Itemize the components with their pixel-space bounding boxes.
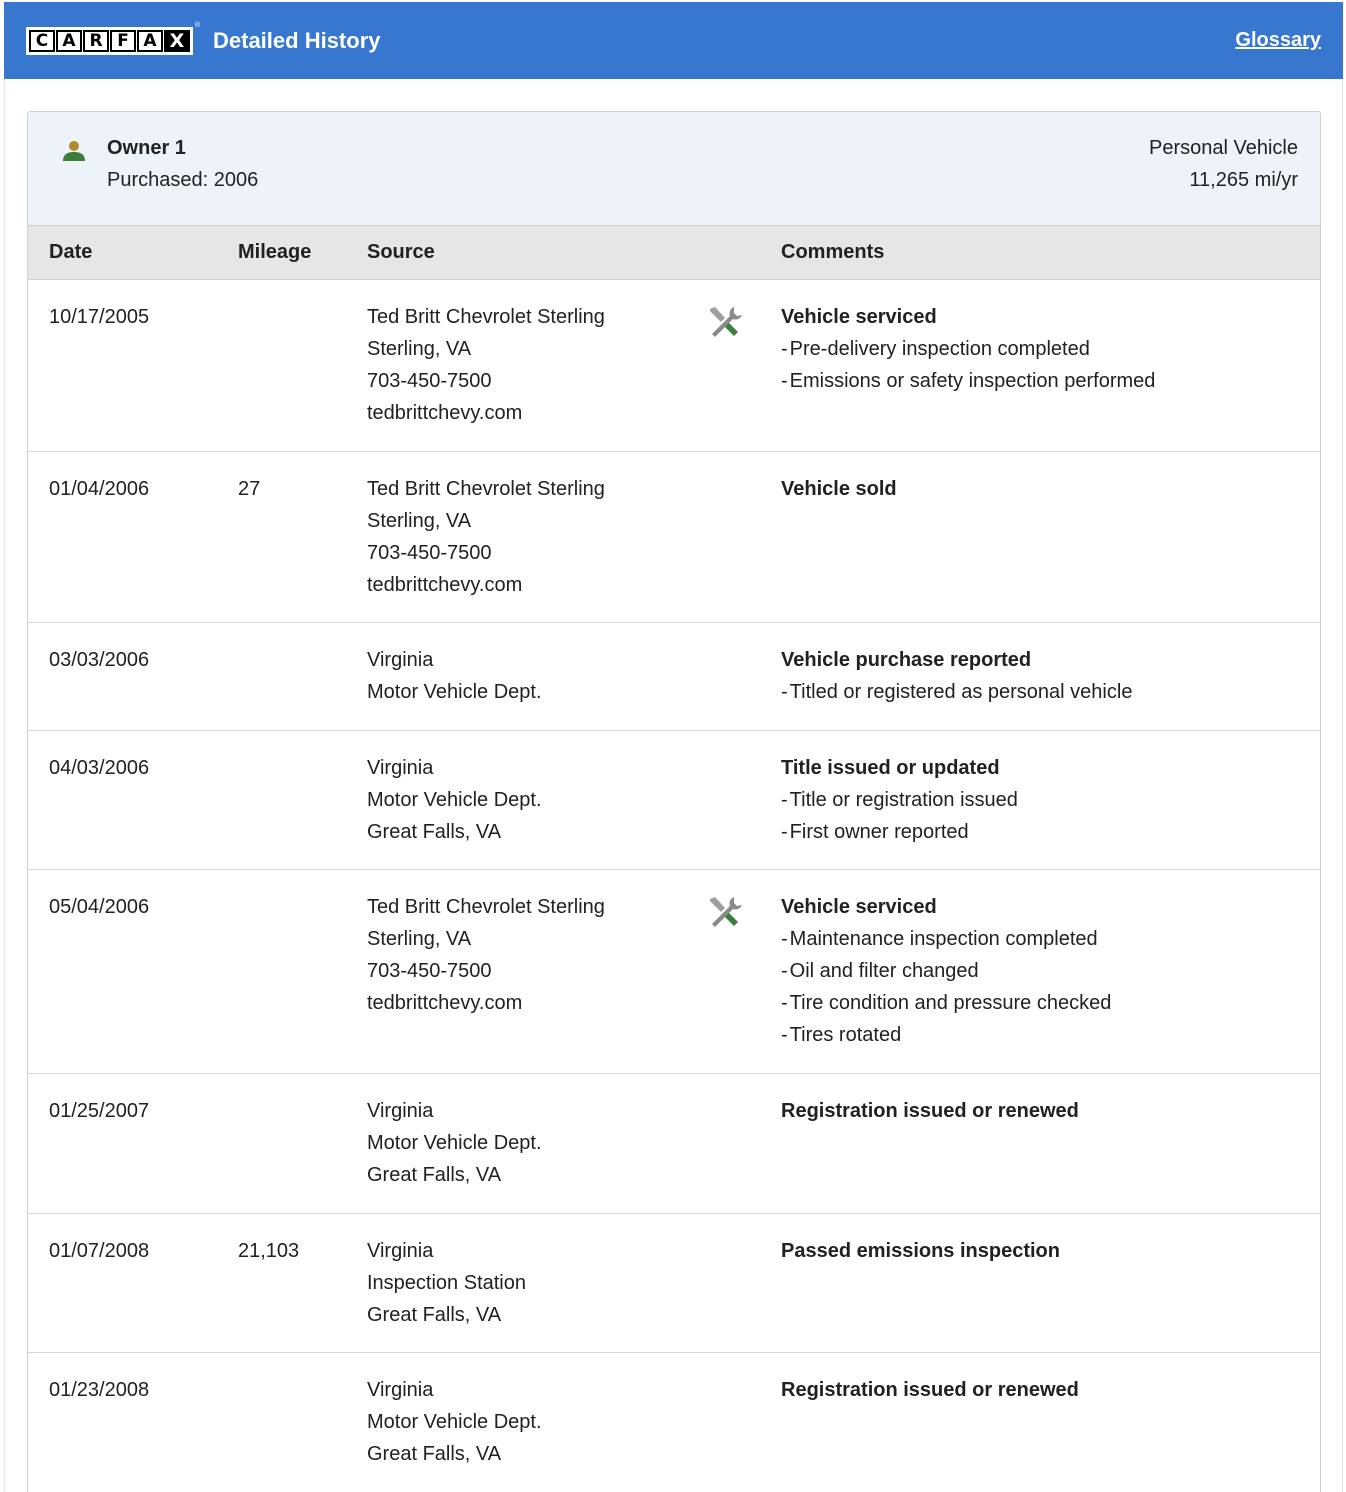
comment-title: Vehicle serviced [781,896,937,918]
source-line: Great Falls, VA [367,1164,502,1186]
record-date: 04/03/2006 [49,757,150,779]
comment-detail: - Tire condition and pressure checked [781,987,1111,1019]
record-source [367,301,605,429]
comment-title: Vehicle serviced [781,306,937,328]
table-row [28,280,1320,452]
source-line: Virginia [367,1240,434,1262]
source-line: Sterling, VA [367,928,472,950]
registered-mark: ® [194,21,200,29]
logo-letter: F [110,30,136,52]
source-line: Sterling, VA [367,510,472,532]
comment-title: Title issued or updated [781,757,1000,779]
comment-detail: - Title or registration issued [781,784,1018,816]
record-comments [781,301,1155,397]
carfax-logo [26,21,200,55]
comment-title: Registration issued or renewed [781,1100,1079,1122]
source-line: Great Falls, VA [367,1443,502,1465]
record-comments [781,473,897,505]
source-line: Motor Vehicle Dept. [367,789,542,811]
comment-detail: - Tires rotated [781,1019,1111,1051]
record-source [367,473,605,601]
comment-title: Vehicle sold [781,478,897,500]
comment-detail: - Oil and filter changed [781,955,1111,987]
comment-title: Passed emissions inspection [781,1240,1060,1262]
record-comments [781,891,1111,1051]
table-row [28,452,1320,623]
comment-detail: - First owner reported [781,816,1018,848]
record-date: 03/03/2006 [49,649,150,671]
comment-detail: - Maintenance inspection completed [781,923,1111,955]
record-source [367,644,542,708]
source-line: Ted Britt Chevrolet Sterling [367,478,605,500]
record-date: 01/23/2008 [49,1379,150,1401]
record-date: 01/04/2006 [49,478,150,500]
table-header [28,226,1320,280]
source-line: Inspection Station [367,1272,526,1294]
record-date: 01/25/2007 [49,1100,150,1122]
top-header [4,2,1343,79]
source-line: tedbrittchevy.com [367,992,523,1014]
vehicle-type: Personal Vehicle [1149,137,1298,159]
source-line: Motor Vehicle Dept. [367,1411,542,1433]
table-row [28,870,1320,1074]
table-row [28,1074,1320,1214]
source-line: 703-450-7500 [367,542,492,564]
logo-letter: A [56,30,82,52]
glossary-link[interactable]: Glossary [1235,29,1321,51]
column-header-comments: Comments [781,241,885,263]
source-line: 703-450-7500 [367,960,492,982]
source-line: Ted Britt Chevrolet Sterling [367,306,605,328]
source-line: Great Falls, VA [367,1304,502,1326]
record-comments [781,752,1018,848]
comment-title: Registration issued or renewed [781,1379,1079,1401]
source-line: 703-450-7500 [367,370,492,392]
owner-history-card [27,111,1321,1492]
source-line: Sterling, VA [367,338,472,360]
table-row [28,1353,1320,1492]
comment-title: Vehicle purchase reported [781,649,1032,671]
source-line: tedbrittchevy.com [367,402,523,424]
history-table-body [28,280,1320,1492]
owner-summary [28,112,1320,226]
source-line: Virginia [367,757,434,779]
table-row [28,731,1320,870]
record-mileage: 21,103 [238,1240,300,1262]
record-mileage: 27 [238,478,261,500]
column-header-mileage: Mileage [238,241,312,263]
logo-letter: A [137,30,163,52]
owner-name: Owner 1 [107,137,186,159]
miles-per-year: 11,265 mi/yr [1189,169,1298,191]
source-line: Virginia [367,649,434,671]
record-source [367,1235,526,1331]
logo-letter: R [83,30,109,52]
logo-letter: X [164,30,190,52]
record-comments [781,1095,1079,1127]
source-line: Motor Vehicle Dept. [367,1132,542,1154]
record-date: 05/04/2006 [49,896,150,918]
record-source [367,891,605,1019]
table-row [28,1214,1320,1353]
source-line: Ted Britt Chevrolet Sterling [367,896,605,918]
person-icon [62,139,86,168]
column-header-source: Source [367,241,435,263]
source-line: Virginia [367,1379,434,1401]
source-line: tedbrittchevy.com [367,574,523,596]
record-date: 01/07/2008 [49,1240,150,1262]
logo-letters [26,27,193,55]
source-line: Great Falls, VA [367,821,502,843]
page-title: Detailed History [213,27,381,53]
record-source [367,752,542,848]
table-row [28,623,1320,731]
owner-purchased: Purchased: 2006 [107,169,259,191]
record-date: 10/17/2005 [49,306,150,328]
source-line: Motor Vehicle Dept. [367,681,542,703]
comment-detail: - Titled or registered as personal vehicle [781,676,1132,708]
record-comments [781,1374,1079,1406]
service-wrench-icon [706,894,744,942]
record-comments [781,644,1132,708]
comment-detail: - Emissions or safety inspection performed [781,365,1155,397]
source-line: Virginia [367,1100,434,1122]
record-source [367,1095,542,1191]
column-header-date: Date [49,241,93,263]
logo-letter: C [29,30,55,52]
record-source [367,1374,542,1470]
comment-detail: - Pre-delivery inspection completed [781,333,1155,365]
service-wrench-icon [706,304,744,352]
record-comments [781,1235,1060,1267]
